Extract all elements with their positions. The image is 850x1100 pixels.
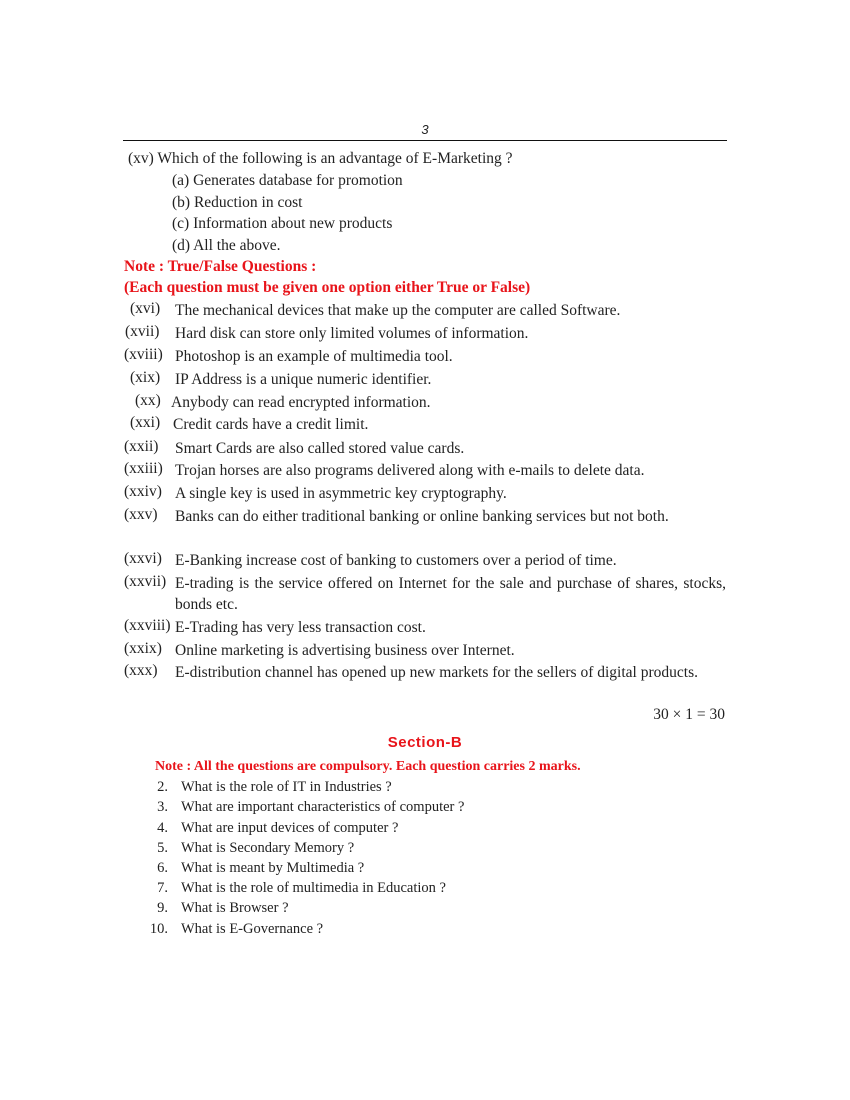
question-xv-stem: (xv) Which of the following is an advantage of E-Marketing ?: [128, 150, 513, 167]
question-number: 5.: [157, 840, 168, 856]
question-text: What are input devices of computer ?: [181, 820, 399, 836]
section-b-question: [140, 900, 289, 917]
tf-item-text: Anybody can read encrypted information.: [171, 394, 431, 411]
question-number: 9.: [157, 900, 168, 916]
tf-item-number: (xxvii): [124, 573, 167, 590]
tf-item-number: (xxii): [124, 438, 159, 455]
tf-item-text: E-trading is the service offered on Internet for the sale and purchase of shares, stocks, bonds etc.: [175, 575, 726, 613]
section-b-question: [140, 860, 364, 877]
tf-item-number: (xxviii): [124, 617, 171, 634]
tf-item: [124, 506, 726, 527]
section-b-question: [140, 921, 323, 938]
marks-total: 30 × 1 = 30: [653, 706, 725, 723]
tf-item-number: (xxiv): [124, 483, 162, 500]
section-b-question: [140, 840, 354, 857]
tf-item-text: Online marketing is advertising business over Internet.: [175, 642, 515, 659]
tf-item-text: Banks can do either traditional banking or online banking services but not both.: [175, 508, 669, 525]
question-number: 10.: [149, 921, 168, 937]
question-text: What is the role of IT in Industries ?: [181, 779, 392, 795]
tf-item-text: IP Address is a unique numeric identifier.: [175, 371, 432, 388]
tf-item: [124, 460, 726, 481]
tf-item-number: (xxiii): [124, 460, 163, 477]
tf-item-text: Smart Cards are also called stored value cards.: [175, 440, 465, 457]
question-text: What is meant by Multimedia ?: [181, 860, 365, 876]
tf-item: [124, 438, 726, 459]
option-b: (b) Reduction in cost: [172, 194, 303, 211]
tf-item-text: Credit cards have a credit limit.: [173, 416, 369, 433]
section-b-question: [140, 820, 398, 837]
tf-item-text: A single key is used in asymmetric key cryptography.: [175, 485, 507, 502]
tf-item-text: Hard disk can store only limited volumes of information.: [175, 325, 529, 342]
option-c: (c) Information about new products: [172, 215, 393, 232]
question-text: What are important characteristics of computer ?: [181, 799, 465, 815]
tf-item-text: The mechanical devices that make up the computer are called Software.: [175, 302, 621, 319]
tf-item-number: (xvii): [125, 323, 160, 340]
question-number: 2.: [157, 779, 168, 795]
tf-item-number: (xx): [135, 392, 161, 409]
tf-item-number: (xvi): [130, 300, 161, 317]
section-b-question: [140, 799, 464, 816]
question-text: What is Browser ?: [181, 900, 289, 916]
tf-item: [124, 323, 726, 344]
header-rule: [123, 140, 727, 141]
tf-item: [124, 369, 726, 390]
tf-item: [124, 392, 726, 413]
tf-item: [124, 640, 726, 661]
tf-item-text: Photoshop is an example of multimedia tool.: [175, 348, 453, 365]
tf-item-number: (xxvi): [124, 550, 162, 567]
true-false-note-instruction: (Each question must be given one option either True or False): [124, 279, 531, 296]
tf-item-number: (xix): [130, 369, 161, 386]
question-text: What is E-Governance ?: [181, 921, 324, 937]
tf-item-text: E-Banking increase cost of banking to customers over a period of time.: [175, 552, 617, 569]
section-b-question: [140, 880, 446, 897]
option-d: (d) All the above.: [172, 237, 281, 254]
tf-item: [124, 414, 726, 435]
question-number: 7.: [157, 880, 168, 896]
question-number: 3.: [157, 799, 168, 815]
true-false-note-title: Note : True/False Questions :: [124, 258, 317, 275]
tf-item: [124, 550, 726, 571]
tf-item-text: Trojan horses are also programs delivered along with e-mails to delete data.: [175, 462, 645, 479]
question-text: What is the role of multimedia in Education ?: [181, 880, 446, 896]
tf-item: [124, 617, 726, 638]
tf-item: [124, 662, 726, 683]
tf-item: [124, 300, 726, 321]
tf-item: [124, 483, 726, 504]
tf-item-text: E-Trading has very less transaction cost.: [175, 619, 426, 636]
tf-item-number: (xxx): [124, 662, 158, 679]
tf-item-number: (xxi): [130, 414, 161, 431]
question-number: 4.: [157, 820, 168, 836]
tf-item: [124, 346, 726, 367]
tf-item-number: (xxv): [124, 506, 158, 523]
question-number: 6.: [157, 860, 168, 876]
page-number: 3: [421, 122, 429, 137]
section-b-title: Section-B: [387, 734, 463, 751]
option-a: (a) Generates database for promotion: [172, 172, 403, 189]
tf-item-number: (xviii): [124, 346, 163, 363]
tf-item-number: (xxix): [124, 640, 162, 657]
question-text: What is Secondary Memory ?: [181, 840, 355, 856]
section-b-note: Note : All the questions are compulsory. Each question carries 2 marks.: [155, 759, 581, 774]
tf-item-text: E-distribution channel has opened up new markets for the sellers of digital products.: [175, 664, 698, 681]
section-b-question: [140, 779, 392, 796]
tf-item: [124, 573, 726, 615]
